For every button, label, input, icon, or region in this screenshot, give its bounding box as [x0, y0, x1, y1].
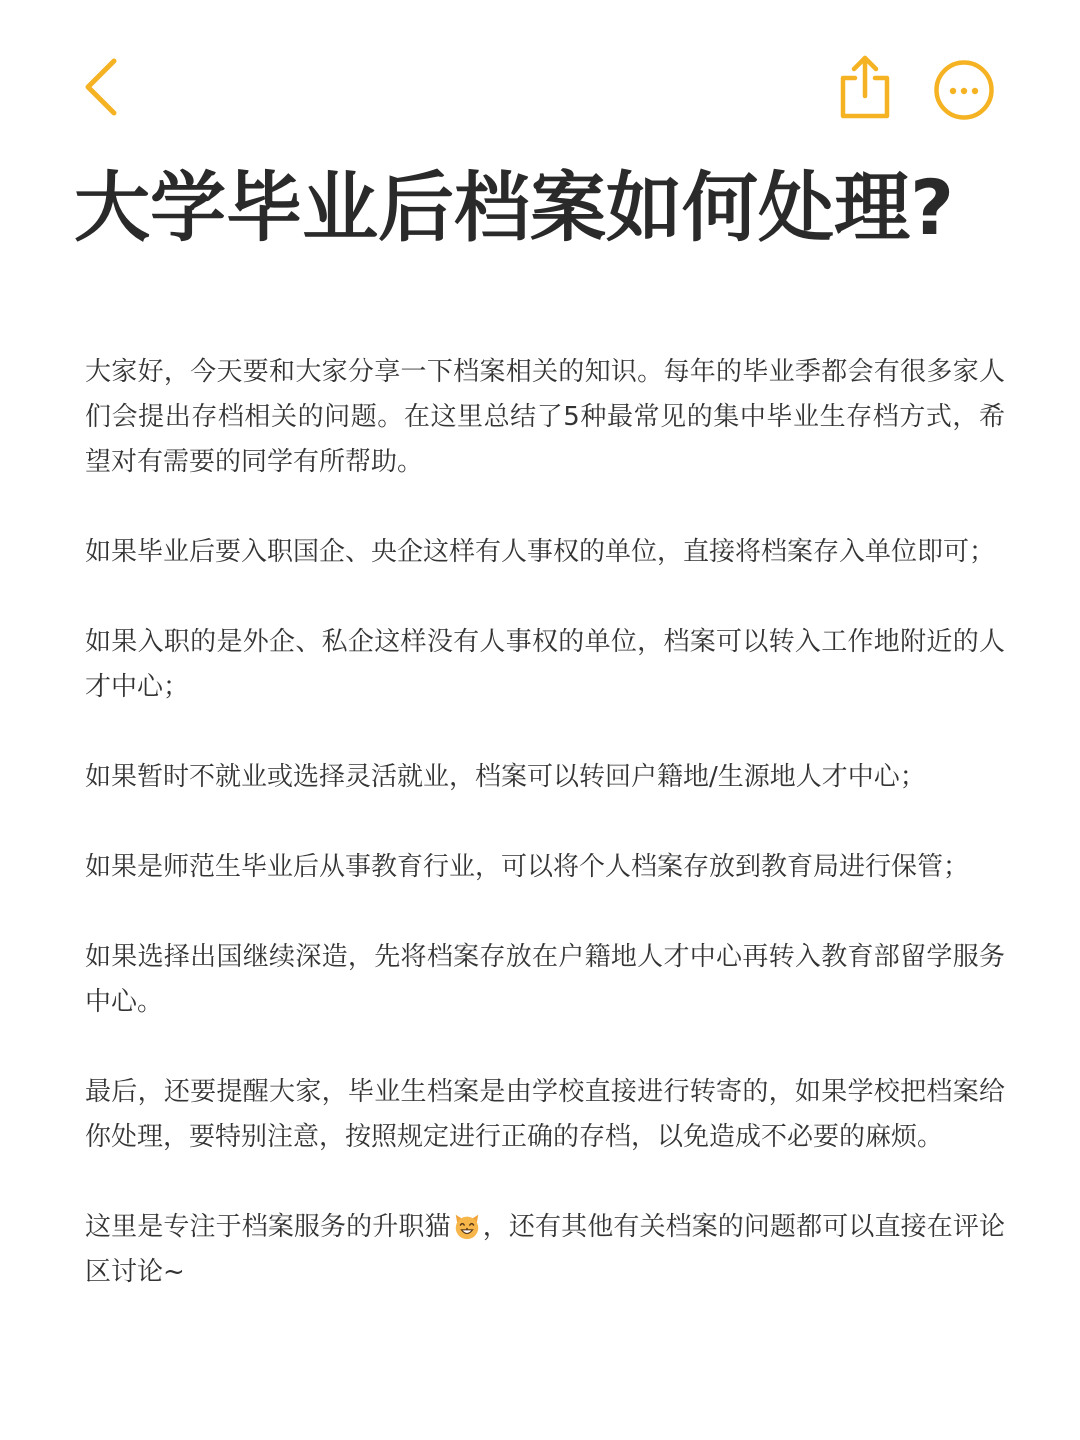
article-paragraph: 如果入职的是外企、私企这样没有人事权的单位，档案可以转入工作地附近的人才中心；: [85, 627, 1005, 702]
chevron-left-icon: [80, 55, 120, 119]
article-paragraph: 如果选择出国继续深造，先将档案存放在户籍地人才中心再转入教育部留学服务中心。: [85, 942, 1005, 1017]
share-icon: [835, 52, 895, 122]
back-button[interactable]: [70, 52, 130, 122]
article-paragraph: 如果毕业后要入职国企、央企这样有人事权的单位，直接将档案存入单位即可；: [85, 537, 996, 567]
article-paragraph: 最后，还要提醒大家，毕业生档案是由学校直接进行转寄的，如果学校把档案给你处理，要特别注意，按照规定进行正确的存档，以免造成不必要的麻烦。: [85, 1077, 1005, 1152]
closing-text-end: ，还有其他有关档案的问题都可以直接在评论区讨论~: [85, 1212, 1005, 1287]
more-icon: [932, 58, 996, 122]
more-options-button[interactable]: [930, 56, 998, 124]
closing-paragraph: [85, 1205, 1005, 1295]
article-title: 大学毕业后档案如何处理?: [74, 163, 955, 252]
closing-text-start: 这里是专注于档案服务的升职猫: [85, 1212, 451, 1242]
top-navigation-bar: [0, 0, 1080, 175]
article-body: [85, 350, 1005, 1295]
article-paragraph: 如果暂时不就业或选择灵活就业，档案可以转回户籍地/生源地人才中心；: [85, 762, 926, 792]
article-paragraph: 大家好，今天要和大家分享一下档案相关的知识。每年的毕业季都会有很多家人们会提出存档相关的问题。在这里总结了5种最常见的集中毕业生存档方式，希望对有需要的同学有所帮助。: [85, 357, 1005, 477]
article-paragraph: 如果是师范生毕业后从事教育行业，可以将个人档案存放到教育局进行保管；: [85, 852, 970, 882]
cat-face-icon: [452, 1211, 482, 1241]
share-button[interactable]: [832, 50, 898, 124]
